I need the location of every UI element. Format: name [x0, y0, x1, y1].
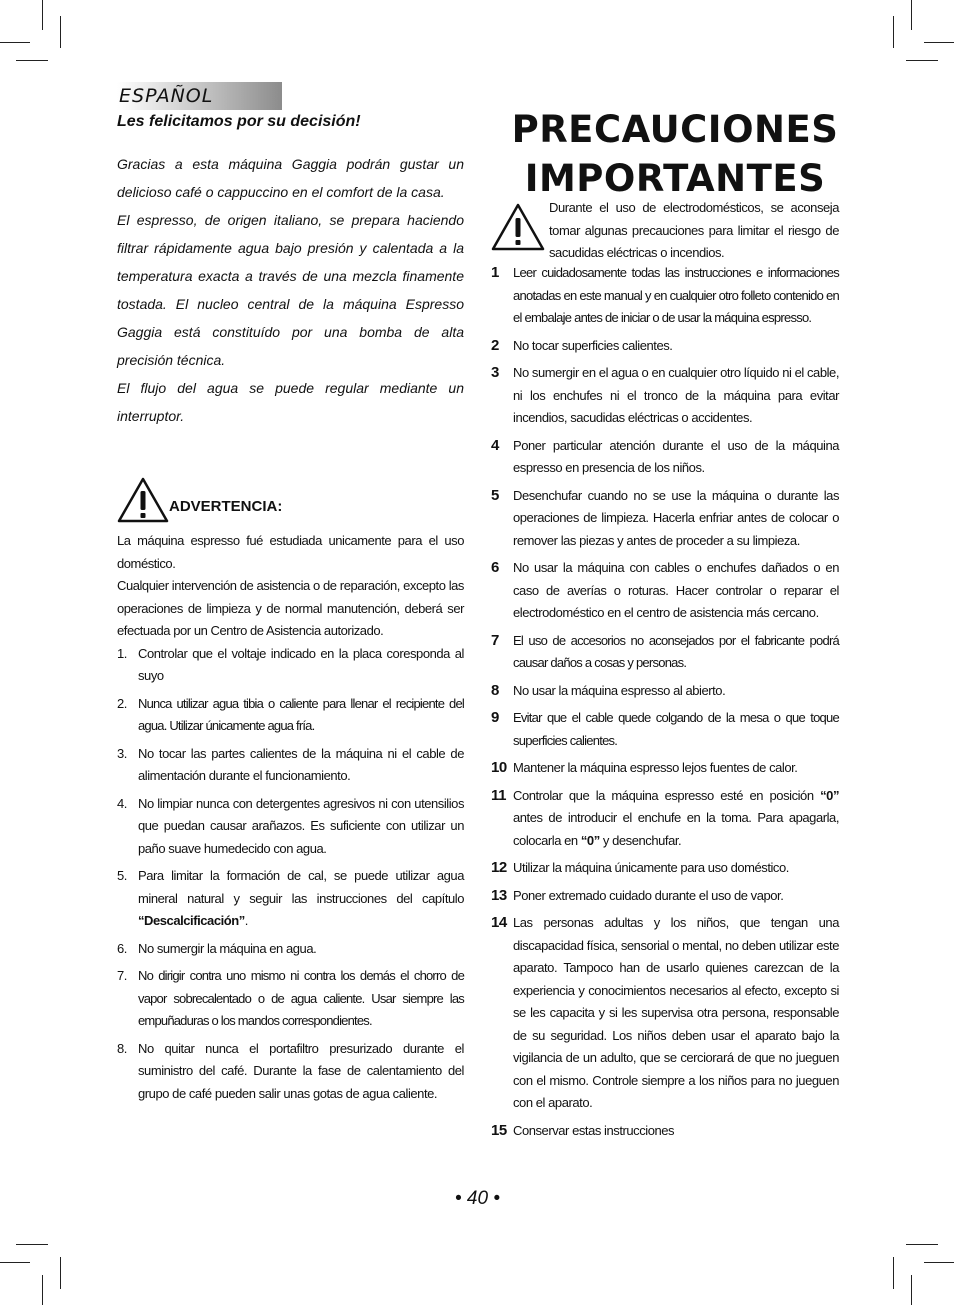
crop-mark	[0, 1262, 30, 1263]
item-text: No tocar superficies calientes.	[513, 337, 673, 353]
list-item	[117, 743, 464, 788]
list-item	[117, 793, 464, 861]
item-text: Nunca utilizar agua tibia o caliente para llenar el recipiente del agua. Utilizar únicamente agua fría.	[138, 695, 464, 733]
item-number: 13	[491, 886, 507, 904]
crop-mark	[906, 1244, 938, 1245]
item-number: 10	[491, 759, 507, 776]
list-item	[491, 885, 839, 908]
item-text: Conservar estas instrucciones	[513, 1122, 675, 1138]
item-number: 9	[491, 709, 499, 726]
item-text: Las personas adultas y los niños, que tengan una discapacidad física, sensorial o mental, no deben utilizar este aparato. Tampoco han de usarlo quienes carezcan de la experiencia y conocimientos necesarios al efecto, excepto si se les capacita y si les supervisa otra persona, responsable de su seguridad. Los niños deben usar el aparato bajo la vigilancia de un adulto, que se cerciorará de que no jueguen con el mismo. Controle siempre a los niños para no jueguen con el aparato.	[513, 915, 839, 1110]
language-tab: ESPAÑOL	[117, 82, 282, 110]
crop-mark	[911, 0, 912, 30]
list-item	[491, 757, 839, 780]
list-item	[117, 938, 464, 961]
intro-paragraph: Gracias a esta máquina Gaggia podrán gustar un delicioso café o cappuccino en el comfort de la casa.	[117, 156, 464, 200]
list-item	[117, 1038, 464, 1106]
item-text: No limpiar nunca con detergentes agresivos ni con utensilios que puedan causar arañazos. Es suficiente con utilizar un paño suave humedecido con agua.	[138, 795, 464, 856]
list-item	[491, 362, 839, 430]
item-number: 15	[491, 1121, 507, 1139]
item-text: No sumergir la máquina en agua.	[138, 940, 317, 956]
item-number: 12	[491, 859, 507, 876]
item-text: Para limitar la formación de cal, se puede utilizar agua mineral natural y seguir las instrucciones del capítulo	[138, 868, 464, 906]
congrats-heading: Les felicitamos por su decisión!	[117, 113, 361, 130]
title-line: IMPORTANTES	[524, 157, 826, 200]
crop-mark	[911, 1275, 912, 1305]
list-item	[491, 435, 839, 480]
item-text: Leer cuidadosamente todas las instrucciones e informaciones anotadas en este manual y en cualquier otro folleto contenido en el embalaje antes de iniciar o de usar la máquina espresso.	[513, 265, 839, 325]
item-number: 5.	[117, 868, 127, 883]
list-item	[491, 630, 839, 675]
item-number: 1	[491, 264, 499, 281]
item-text: Mantener la máquina espresso lejos fuentes de calor.	[513, 760, 798, 775]
item-number: 2	[491, 336, 499, 354]
item-text: .	[244, 913, 248, 928]
warning-body	[117, 530, 464, 1110]
page-number: • 40 •	[455, 1188, 500, 1209]
item-number: 6.	[117, 940, 127, 956]
item-number: 8.	[117, 1040, 127, 1056]
item-number: 7	[491, 631, 499, 649]
item-text-bold: “Descalcificación”	[138, 913, 245, 928]
item-text-bold: “0”	[580, 832, 600, 848]
list-item	[117, 965, 464, 1033]
item-text: No quitar nunca el portafiltro presurizado durante el suministro del café. Durante la fase de calentamiento del grupo de café pueden salir unas gotas de agua caliente.	[138, 1040, 464, 1101]
item-text: Poner particular atención durante el uso de la máquina espresso en presencia de los niños.	[513, 437, 839, 475]
list-item	[491, 1120, 839, 1143]
item-number: 14	[491, 914, 507, 931]
warning-title: ADVERTENCIA:	[169, 498, 283, 515]
item-text: y desenchufar.	[599, 832, 682, 848]
warning-paragraph: Cualquier intervención de asistencia o de reparación, excepto las operaciones de limpieza y de normal manutención, deberá ser efectuada por un Centro de Asistencia autorizado.	[117, 578, 464, 638]
item-text: No dirigir contra uno mismo ni contra los demás el chorro de vapor sobrecalentado o de agua caliente. Usar siempre las empuñaduras o los mandos correspondientes.	[138, 968, 464, 1028]
list-item	[491, 857, 839, 880]
item-text: Utilizar la máquina únicamente para uso doméstico.	[513, 860, 789, 875]
item-text: No tocar las partes calientes de la máquina ni el cable de alimentación durante el funcionamiento.	[138, 745, 464, 783]
item-number: 3	[491, 364, 499, 381]
warning-triangle-icon	[117, 477, 169, 523]
item-text: Evitar que el cable quede colgando de la mesa o que toque superficies calientes.	[513, 710, 839, 748]
item-text: Poner extremado cuidado durante el uso de vapor.	[513, 887, 784, 903]
item-number: 2.	[117, 695, 127, 711]
item-number: 5	[491, 486, 499, 504]
crop-mark	[60, 16, 61, 48]
list-item	[491, 912, 839, 1115]
item-number: 4	[491, 436, 499, 454]
list-item	[491, 262, 839, 330]
item-text: El uso de accesorios no aconsejados por el fabricante podrá causar daños a cosas y personas.	[513, 632, 839, 670]
precautions-intro	[491, 197, 839, 261]
list-item	[491, 707, 839, 752]
crop-mark	[906, 60, 938, 61]
crop-mark	[924, 42, 954, 43]
item-text: No usar la máquina con cables o enchufes dañados o en caso de averías o roturas. Hacer controlar o reparar el electrodoméstico en el centro de asistencia más cercano.	[513, 560, 839, 620]
crop-mark	[42, 1275, 43, 1305]
crop-mark	[16, 60, 48, 61]
crop-mark	[893, 16, 894, 48]
warning-paragraph: La máquina espresso fué estudiada unicamente para el uso doméstico.	[117, 533, 464, 571]
list-item	[491, 335, 839, 358]
item-text: No usar la máquina espresso al abierto.	[513, 682, 726, 698]
item-text: No sumergir en el agua o en cualquier otro líquido ni el cable, ni los enchufes ni el tronco de la máquina para evitar incendios, sacudidas eléctricas o accidentes.	[513, 365, 839, 425]
item-text: Controlar que el voltaje indicado en la placa coresponda al suyo	[138, 645, 464, 683]
item-number: 6	[491, 559, 499, 576]
list-item	[117, 693, 464, 738]
item-text: antes de introducir el enchufe en la toma. Para apagarla, colocarla en	[513, 810, 839, 848]
item-text-bold: “0”	[820, 787, 839, 803]
intro-paragraph: El espresso, de origen italiano, se prepara haciendo filtrar rápidamente agua bajo presión y calentada a la temperatura exacta a través de una mezcla finamente tostada. El nucleo central de la máquina Espresso Gaggia está constituído por una bomba de alta precisión técnica.	[117, 212, 464, 368]
item-text: Desenchufar cuando no se use la máquina o durante las operaciones de limpieza. Hacerla enfriar antes de colocar o remover las piezas y antes de proceder a su limpieza.	[513, 487, 839, 548]
intro-paragraph: El flujo del agua se puede regular mediante un interruptor.	[117, 380, 464, 424]
intro-text	[117, 150, 464, 430]
warning-list	[117, 643, 464, 1106]
precautions-list	[491, 262, 839, 1147]
title-line: PRECAUCIONES	[511, 108, 839, 151]
list-item	[491, 485, 839, 553]
item-number: 11	[491, 786, 506, 804]
crop-mark	[0, 42, 30, 43]
item-number: 4.	[117, 795, 127, 811]
crop-mark	[893, 1257, 894, 1289]
list-item	[491, 680, 839, 703]
list-item	[117, 643, 464, 688]
item-number: 7.	[117, 968, 127, 983]
item-number: 3.	[117, 745, 127, 761]
page-title	[490, 105, 860, 203]
warning-header	[117, 477, 467, 523]
crop-mark	[16, 1244, 48, 1245]
item-number: 1.	[117, 645, 127, 661]
list-item	[491, 785, 839, 853]
list-item	[491, 557, 839, 625]
precautions-intro-text: Durante el uso de electrodomésticos, se aconseja tomar algunas precauciones para limitar el riesgo de sacudidas eléctricas o incendios.	[549, 200, 839, 260]
item-text: Controlar que la máquina espresso esté en posición	[513, 787, 821, 803]
crop-mark	[60, 1257, 61, 1289]
list-item	[117, 865, 464, 933]
item-number: 8	[491, 681, 499, 699]
crop-mark	[924, 1262, 954, 1263]
warning-triangle-icon	[491, 203, 545, 251]
crop-mark	[42, 0, 43, 30]
